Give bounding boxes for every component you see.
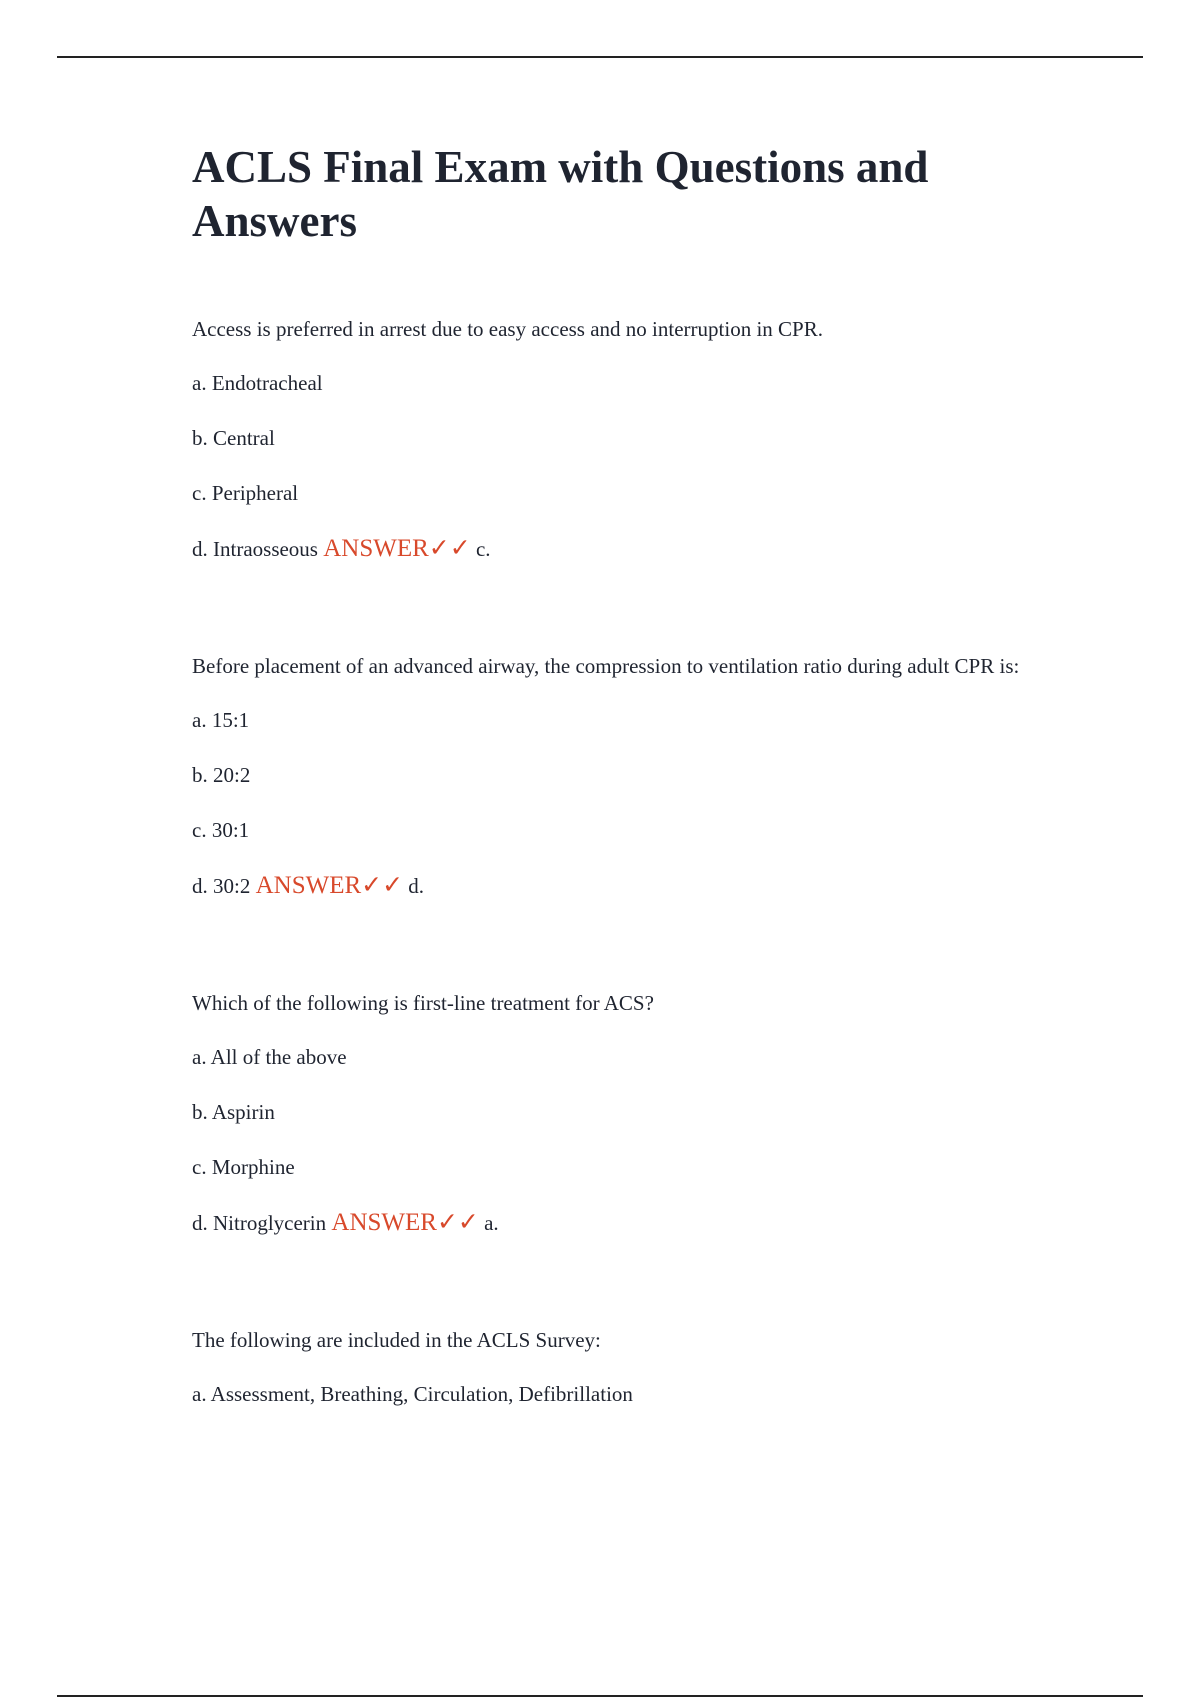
answer-label: ANSWER✓✓ xyxy=(331,1209,479,1236)
answer-value: a. xyxy=(484,1211,499,1235)
question-block xyxy=(192,984,1052,1243)
option-a: a. 15:1 xyxy=(192,708,250,732)
option-c: c. Morphine xyxy=(192,1155,295,1179)
bottom-rule xyxy=(57,1695,1143,1697)
question-text: The following are included in the ACLS Survey: xyxy=(192,1328,601,1352)
option-d: d. Intraosseous xyxy=(192,537,318,561)
document-title: ACLS Final Exam with Questions and Answers xyxy=(192,142,929,246)
answer-value: c. xyxy=(475,537,491,561)
answer-label: ANSWER✓✓ xyxy=(255,872,404,899)
answer-label: ANSWER✓✓ xyxy=(323,535,471,562)
option-d-with-answer xyxy=(192,866,1052,906)
question-block xyxy=(192,1321,1052,1414)
option-d-with-answer xyxy=(192,529,1052,569)
option-c: c. 30:1 xyxy=(192,818,250,842)
option-c: c. Peripheral xyxy=(192,481,299,505)
question-text: Access is preferred in arrest due to easy access and no interruption in CPR. xyxy=(192,317,823,341)
option-a: a. All of the above xyxy=(192,1045,347,1069)
option-a: a. Endotracheal xyxy=(192,371,323,395)
option-a: a. Assessment, Breathing, Circulation, Defibrillation xyxy=(192,1382,633,1406)
answer-value: d. xyxy=(408,874,425,898)
question-block xyxy=(192,310,1052,569)
option-b: b. Central xyxy=(192,426,275,450)
top-rule xyxy=(57,56,1143,58)
document-body xyxy=(192,140,1052,1492)
option-d: d. Nitroglycerin xyxy=(192,1211,327,1235)
option-d-with-answer xyxy=(192,1203,1052,1243)
option-b: b. Aspirin xyxy=(192,1100,275,1124)
option-b: b. 20:2 xyxy=(192,763,251,787)
question-text: Before placement of an advanced airway, the compression to ventilation ratio during adult CPR is: xyxy=(192,654,1020,678)
option-d: d. 30:2 xyxy=(192,874,251,898)
question-text: Which of the following is first-line treatment for ACS? xyxy=(192,991,654,1015)
question-block xyxy=(192,647,1052,906)
